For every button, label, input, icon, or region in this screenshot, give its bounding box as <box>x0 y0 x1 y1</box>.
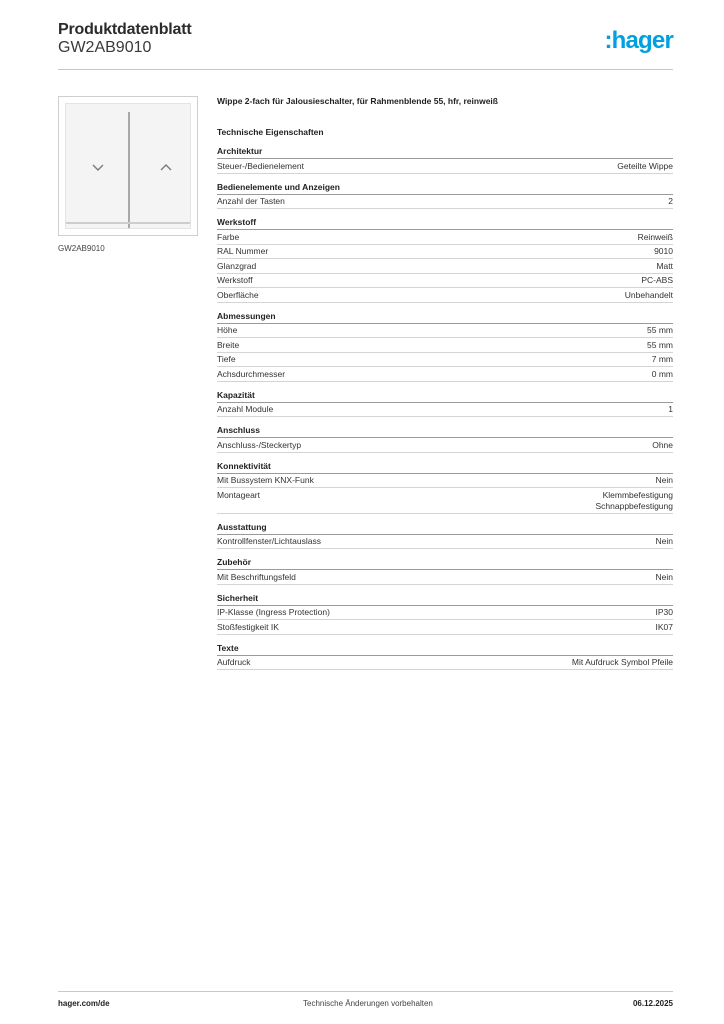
property-value: Ohne <box>652 439 673 450</box>
property-groups <box>217 146 673 670</box>
property-group <box>217 217 673 303</box>
property-label: Mit Beschriftungsfeld <box>217 571 296 582</box>
chevron-down-icon <box>90 160 106 176</box>
property-group <box>217 461 673 514</box>
property-label: Oberfläche <box>217 289 259 300</box>
property-row <box>217 230 673 245</box>
group-title: Anschluss <box>217 425 673 438</box>
property-value: 0 mm <box>651 368 673 379</box>
property-value: Matt <box>656 260 673 271</box>
property-label: Stoßfestigkeit IK <box>217 621 279 632</box>
property-row <box>217 245 673 260</box>
property-row <box>217 606 673 621</box>
group-title: Konnektivität <box>217 461 673 474</box>
property-row <box>217 324 673 339</box>
property-row <box>217 656 673 671</box>
hager-logo: :hager <box>604 27 673 54</box>
footer-website-link[interactable]: hager.com/de <box>58 999 110 1008</box>
property-label: Breite <box>217 339 240 350</box>
property-row <box>217 474 673 489</box>
property-row <box>217 367 673 382</box>
property-row <box>217 620 673 635</box>
footer-disclaimer: Technische Änderungen vorbehalten <box>303 999 433 1008</box>
property-group <box>217 643 673 671</box>
footer-date: 06.12.2025 <box>632 999 673 1008</box>
property-row <box>217 535 673 550</box>
property-label: Anschluss-/Steckertyp <box>217 439 302 450</box>
property-value: 1 <box>668 404 673 414</box>
property-row <box>217 159 673 174</box>
property-row <box>217 195 673 210</box>
property-label: Mit Bussystem KNX-Funk <box>217 475 314 485</box>
property-value: Nein <box>655 475 673 485</box>
property-label: Werkstoff <box>217 275 253 285</box>
property-value: Nein <box>655 536 673 546</box>
property-row <box>217 403 673 418</box>
group-title: Werkstoff <box>217 217 673 230</box>
property-group <box>217 146 673 174</box>
property-label: RAL Nummer <box>217 246 269 256</box>
property-value: IP30 <box>655 607 673 617</box>
property-value: 7 mm <box>651 354 673 364</box>
property-value: 2 <box>668 196 673 206</box>
property-label: Glanzgrad <box>217 260 257 271</box>
property-label: Anzahl Module <box>217 404 274 414</box>
property-label: Steuer-/Bedienelement <box>217 160 304 171</box>
property-label: Höhe <box>217 325 238 335</box>
property-label: IP-Klasse (Ingress Protection) <box>217 607 330 617</box>
property-row <box>217 353 673 368</box>
property-row <box>217 288 673 303</box>
image-caption: GW2AB9010 <box>58 244 105 253</box>
property-label: Farbe <box>217 231 240 242</box>
property-label: Aufdruck <box>217 657 251 667</box>
property-label: Kontrollfenster/Lichtauslass <box>217 536 321 546</box>
product-code: GW2AB9010 <box>58 39 152 56</box>
properties-heading: Technische Eigenschaften <box>217 127 324 137</box>
property-row <box>217 274 673 289</box>
property-value: IK07 <box>655 621 673 632</box>
page-footer <box>58 991 673 1012</box>
rocker-switch-illustration <box>65 103 191 229</box>
property-value: Unbehandelt <box>624 289 673 300</box>
property-group <box>217 522 673 550</box>
document-title: Produktdatenblatt <box>58 21 192 38</box>
rocker-divider <box>128 112 130 228</box>
property-label: Tiefe <box>217 354 236 364</box>
property-row <box>217 438 673 453</box>
group-title: Zubehör <box>217 557 673 570</box>
property-row <box>217 488 673 514</box>
property-group <box>217 593 673 635</box>
property-row <box>217 259 673 274</box>
group-title: Texte <box>217 643 673 656</box>
property-value: Nein <box>655 571 673 582</box>
property-group <box>217 390 673 418</box>
property-value: Mit Aufdruck Symbol Pfeile <box>571 657 673 667</box>
page-header <box>58 21 673 70</box>
product-image <box>58 96 198 236</box>
property-value: Geteilte Wippe <box>617 160 673 171</box>
group-title: Ausstattung <box>217 522 673 535</box>
property-value: Klemmbefestigung Schnappbefestigung <box>595 489 673 511</box>
property-value: 9010 <box>654 246 673 256</box>
property-value: 55 mm <box>647 325 673 335</box>
property-row <box>217 338 673 353</box>
product-description: Wippe 2-fach für Jalousieschalter, für Rahmenblende 55, hfr, reinweiß <box>217 96 498 106</box>
properties-section <box>217 96 673 678</box>
property-group <box>217 182 673 210</box>
property-group <box>217 311 673 382</box>
group-title: Kapazität <box>217 390 673 403</box>
property-value: PC-ABS <box>641 275 673 285</box>
chevron-up-icon <box>158 160 174 176</box>
property-value: 55 mm <box>647 339 673 350</box>
group-title: Sicherheit <box>217 593 673 606</box>
group-title: Architektur <box>217 146 673 159</box>
rocker-bottom-edge <box>66 222 190 224</box>
property-label: Achsdurchmesser <box>217 368 286 379</box>
property-row <box>217 570 673 585</box>
property-value: Reinweiß <box>637 231 673 242</box>
property-label: Montageart <box>217 489 260 500</box>
property-label: Anzahl der Tasten <box>217 196 285 206</box>
group-title: Bedienelemente und Anzeigen <box>217 182 673 195</box>
property-group <box>217 425 673 453</box>
group-title: Abmessungen <box>217 311 673 324</box>
property-group <box>217 557 673 585</box>
